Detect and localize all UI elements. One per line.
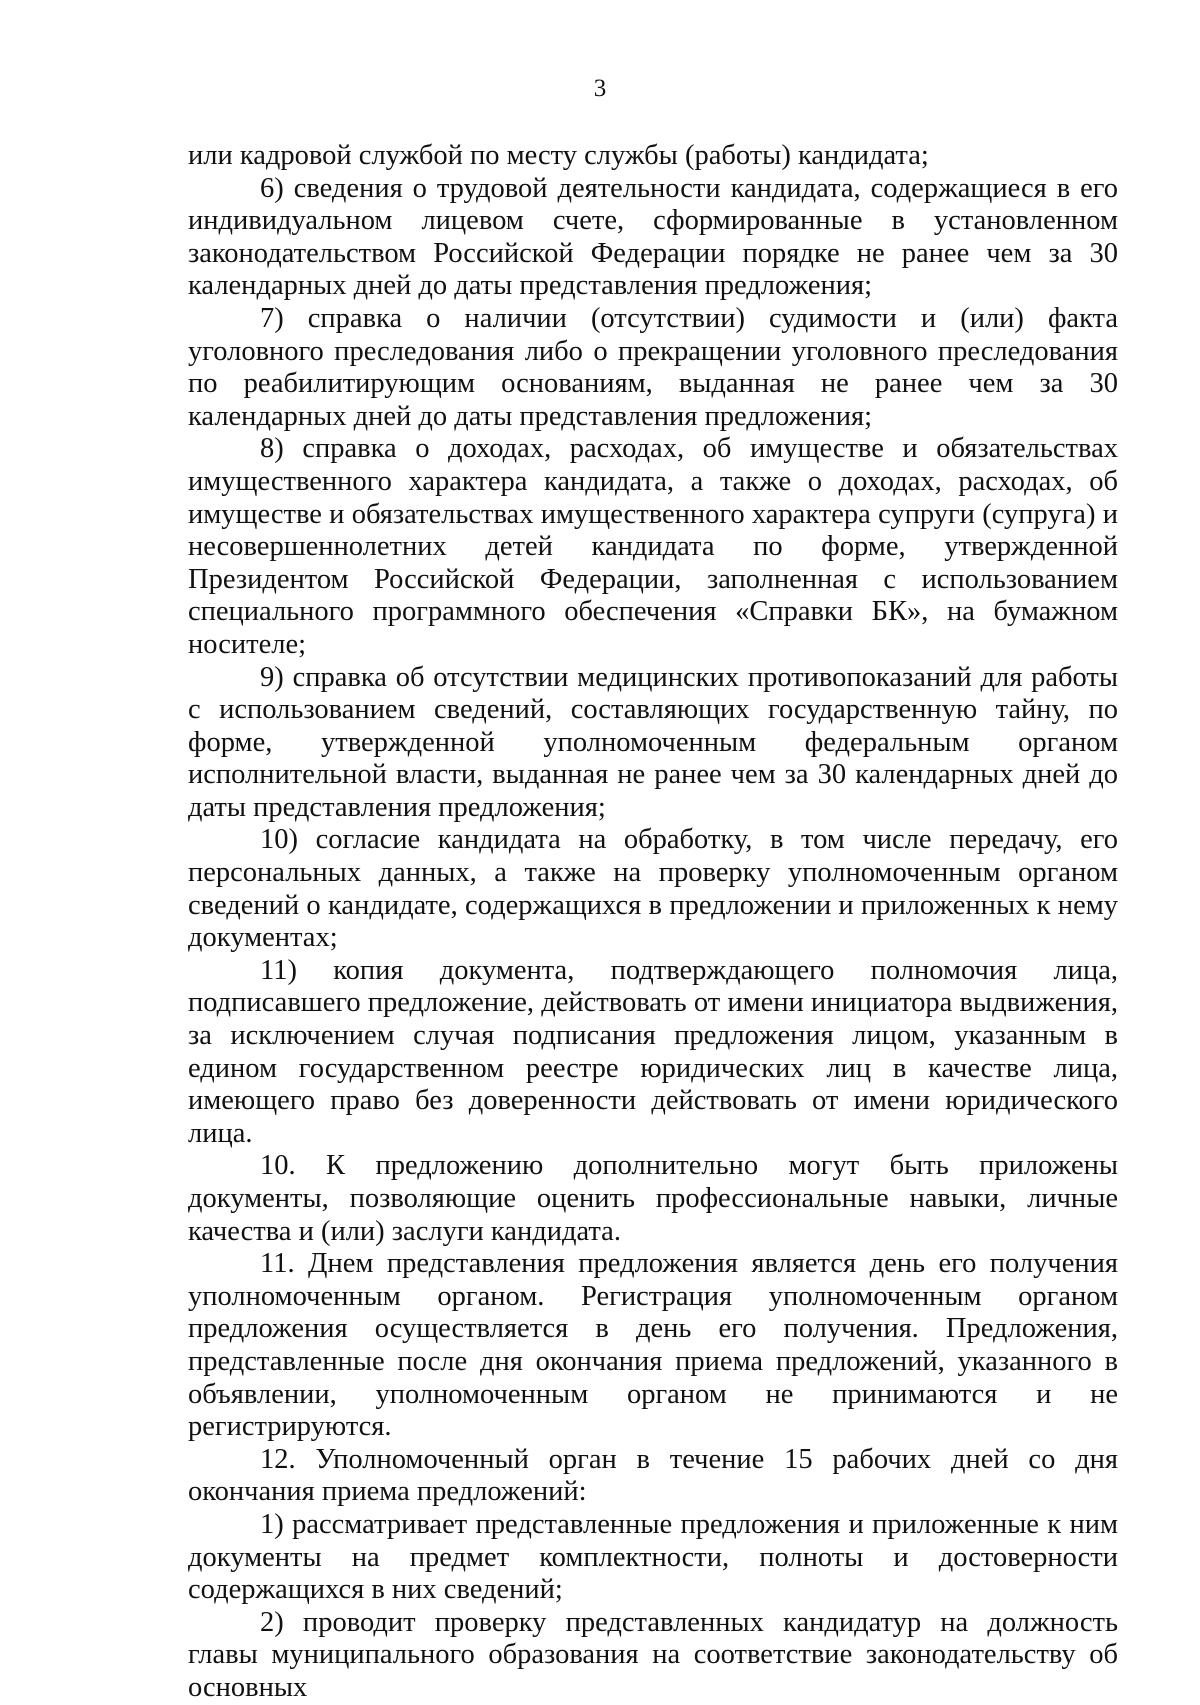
paragraph-item-10: 10) согласие кандидата на обработку, в том числе передачу, его персональных данных, а также на проверку уполномоченным органом сведений о кандидате, содержащихся в предложении и приложенных к нему документах;	[188, 824, 1118, 954]
paragraph-subitem-1: 1) рассматривает представленные предложения и приложенные к ним документы на предмет комплектности, полноты и достоверности содержащихся в них сведений;	[188, 1508, 1118, 1606]
paragraph-continuation: или кадровой службой по месту службы (работы) кандидата;	[188, 140, 929, 171]
paragraph-section-10: 10. К предложению дополнительно могут быть приложены документы, позволяющие оценить профессиональные навыки, личные качества и (или) заслуги кандидата.	[188, 1150, 1118, 1247]
paragraph-item-11: 11) копия документа, подтверждающего полномочия лица, подписавшего предложение, действовать от имени инициатора выдвижения, за исключением случая подписания предложения лицом, указанным в едином государственном реестре юридических лиц в качестве лица, имеющего право без доверенности действовать от имени юридического лица.	[188, 954, 1118, 1149]
paragraph-section-11: 11. Днем представления предложения является день его получения уполномоченным органом. Регистрация уполномоченным органом предложения осуществляется в день его получения. Предложения, представленные после дня окончания приема предложений, указанного в объявлении, уполномоченным органом не принимаются и не регистрируются.	[188, 1248, 1118, 1443]
paragraph-item-8: 8) справка о доходах, расходах, об имуществе и обязательствах имущественного характера кандидата, а также о доходах, расходах, об имуществе и обязательствах имущественного характера супруги (супруга) и несовершеннолетних детей кандидата по форме, утвержденной Президентом Российской Федерации, заполненная с использованием специального программного обеспечения «Справки БК», на бумажном носителе;	[188, 433, 1118, 660]
paragraph-section-12: 12. Уполномоченный орган в течение 15 рабочих дней со дня окончания приема предложений:	[188, 1443, 1118, 1508]
document-body	[188, 140, 1118, 1705]
paragraph-item-9: 9) справка об отсутствии медицинских противопоказаний для работы с использованием сведений, составляющих государственную тайну, по форме, утвержденной уполномоченным федеральным органом исполнительной власти, выданная не ранее чем за 30 календарных дней до даты представления предложения;	[188, 661, 1118, 823]
page-number: 3	[593, 75, 607, 102]
paragraph-item-6: 6) сведения о трудовой деятельности кандидата, содержащиеся в его индивидуальном лицевом счете, сформированные в установленном законодательством Российской Федерации порядке не ранее чем за 30 календарных дней до даты представления предложения;	[188, 172, 1118, 302]
paragraph-subitem-2: 2) проводит проверку представленных кандидатур на должность главы муниципального образования на соответствие законодательству об основных	[188, 1606, 1118, 1703]
paragraph-item-7: 7) справка о наличии (отсутствии) судимости и (или) факта уголовного преследования либо о прекращении уголовного преследования по реабилитирующим основаниям, выданная не ранее чем за 30 календарных дней до даты представления предложения;	[188, 302, 1118, 432]
